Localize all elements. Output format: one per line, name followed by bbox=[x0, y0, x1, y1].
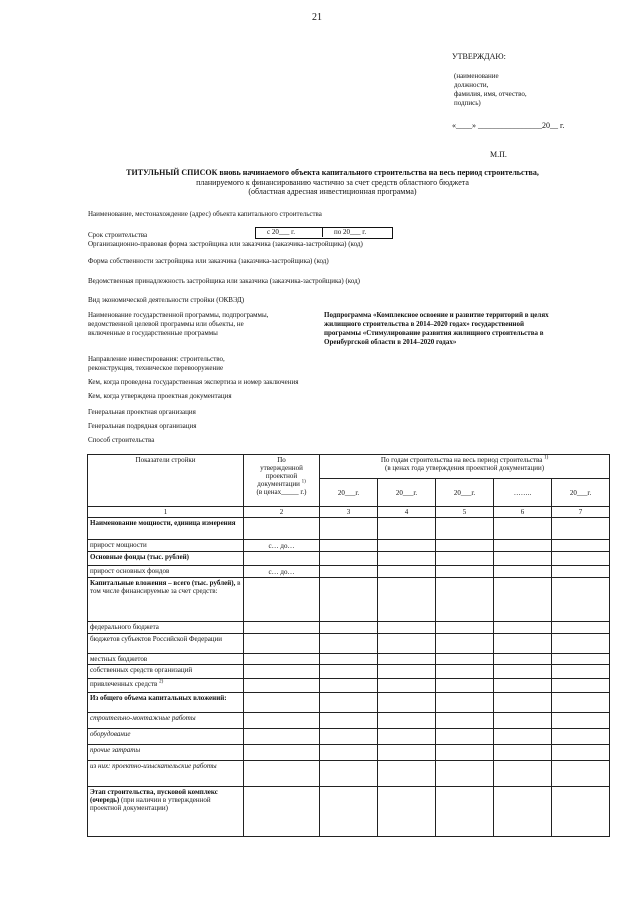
program-label-1: Наименование государственной программы, подпрограммы, bbox=[88, 311, 269, 319]
approved-value bbox=[244, 518, 320, 540]
program-value-2: жилищного строительства в 2014–2020 годах» государственной bbox=[324, 320, 524, 328]
approval-date: «____» ________________20__ г. bbox=[452, 121, 565, 130]
year-value bbox=[494, 634, 552, 654]
year-value bbox=[436, 679, 494, 693]
approved-value: с… до… bbox=[244, 540, 320, 552]
year-value bbox=[494, 679, 552, 693]
row-label: федерального бюджета bbox=[88, 622, 244, 634]
page-number: 21 bbox=[312, 12, 322, 23]
year-value bbox=[436, 729, 494, 745]
program-value-1: Подпрограмма «Комплексное освоение и развитие территорий в целях bbox=[324, 311, 549, 319]
heading-line-2: планируемого к финансированию частично за счет средств областного бюджета bbox=[196, 178, 469, 187]
period-to: по 20___ г. bbox=[334, 228, 367, 236]
row-label: местных бюджетов bbox=[88, 654, 244, 665]
row-label: Наименование мощности, единица измерения bbox=[88, 518, 244, 540]
approved-value bbox=[244, 679, 320, 693]
field-construction-period: Срок строительства bbox=[88, 231, 148, 239]
year-value bbox=[436, 787, 494, 837]
col-number: 2 bbox=[244, 507, 320, 518]
field-object-name: Наименование, местонахождение (адрес) объекта капитального строительства bbox=[88, 210, 322, 218]
year-value bbox=[436, 745, 494, 761]
table-body bbox=[88, 518, 610, 837]
approved-value bbox=[244, 622, 320, 634]
year-value bbox=[436, 578, 494, 622]
approved-value bbox=[244, 693, 320, 713]
year-value bbox=[378, 665, 436, 679]
period-from: с 20___ г. bbox=[267, 228, 295, 236]
year-value bbox=[552, 787, 610, 837]
year-value bbox=[494, 787, 552, 837]
year-value bbox=[320, 729, 378, 745]
header-indicators: Показатели стройки bbox=[88, 455, 244, 507]
table-row bbox=[88, 634, 610, 654]
table-row bbox=[88, 578, 610, 622]
program-value-3: программы «Стимулирование развития жилищного строительства в bbox=[324, 329, 544, 337]
field-approved-doc: Кем, когда утверждена проектная документация bbox=[88, 392, 232, 400]
row-label: Капитальные вложения – всего (тыс. рублей), в том числе финансируемые за счет средств: bbox=[88, 578, 244, 622]
field-general-design: Генеральная проектная организация bbox=[88, 408, 196, 416]
year-value bbox=[552, 578, 610, 622]
row-label: бюджетов субъектов Российской Федерации bbox=[88, 634, 244, 654]
year-value bbox=[320, 761, 378, 787]
year-value bbox=[320, 654, 378, 665]
year-value bbox=[552, 693, 610, 713]
year-value bbox=[320, 552, 378, 566]
year-value bbox=[320, 713, 378, 729]
year-value bbox=[436, 566, 494, 578]
table-row bbox=[88, 729, 610, 745]
stamp-mark: М.П. bbox=[490, 150, 507, 159]
year-value bbox=[436, 693, 494, 713]
approved-value: с… до… bbox=[244, 566, 320, 578]
approval-note-4: подпись) bbox=[454, 99, 481, 107]
header-years: По годам строительства на весь период строительства $^{1)}$ (в ценах года утверждения проектной документации) bbox=[320, 455, 610, 479]
year-value bbox=[320, 566, 378, 578]
year-value bbox=[436, 713, 494, 729]
year-value bbox=[436, 654, 494, 665]
table-row bbox=[88, 713, 610, 729]
field-general-contract: Генеральная подрядная организация bbox=[88, 422, 197, 430]
field-legal-form: Организационно-правовая форма застройщика или заказчика (заказчика-застройщика) (код) bbox=[88, 240, 363, 248]
year-value bbox=[378, 729, 436, 745]
year-value bbox=[320, 693, 378, 713]
approval-note-1: (наименование bbox=[454, 72, 499, 80]
row-label: Из общего объема капитальных вложений: bbox=[88, 693, 244, 713]
year-value bbox=[552, 745, 610, 761]
year-value bbox=[552, 622, 610, 634]
year-value bbox=[494, 540, 552, 552]
approved-value bbox=[244, 578, 320, 622]
year-value bbox=[320, 540, 378, 552]
year-value bbox=[378, 679, 436, 693]
period-divider bbox=[322, 227, 323, 237]
year-value bbox=[378, 566, 436, 578]
year-value bbox=[494, 566, 552, 578]
year-value bbox=[378, 578, 436, 622]
approved-value bbox=[244, 552, 320, 566]
table-row bbox=[88, 540, 610, 552]
year-value bbox=[436, 552, 494, 566]
program-label-3: включенные в государственные программы bbox=[88, 329, 218, 337]
row-label: прирост основных фондов bbox=[88, 566, 244, 578]
year-col-5: 20___г. bbox=[552, 479, 610, 507]
heading-line-1: ТИТУЛЬНЫЙ СПИСОК вновь начинаемого объекта капитального строительства на весь период строительства, bbox=[126, 168, 539, 177]
table-row bbox=[88, 518, 610, 540]
header-approved: По утвержденной проектной документации $^{1)}$ (в ценах_____ г.) bbox=[244, 455, 320, 507]
year-value bbox=[494, 761, 552, 787]
col-number: 7 bbox=[552, 507, 610, 518]
year-value bbox=[494, 518, 552, 540]
year-value bbox=[436, 540, 494, 552]
program-value-4: Оренбургской области в 2014–2020 годах» bbox=[324, 338, 457, 346]
year-value bbox=[436, 761, 494, 787]
col-number: 5 bbox=[436, 507, 494, 518]
col-number: 6 bbox=[494, 507, 552, 518]
row-label: Этап строительства, пусковой комплекс (очередь) (при наличии в утвержденной проектной документации) bbox=[88, 787, 244, 837]
table-row bbox=[88, 654, 610, 665]
year-value bbox=[552, 540, 610, 552]
row-label: оборудование bbox=[88, 729, 244, 745]
year-value bbox=[378, 552, 436, 566]
year-value bbox=[320, 787, 378, 837]
year-value bbox=[320, 745, 378, 761]
year-value bbox=[436, 622, 494, 634]
table-row bbox=[88, 552, 610, 566]
year-value bbox=[552, 654, 610, 665]
year-value bbox=[378, 713, 436, 729]
approved-value bbox=[244, 654, 320, 665]
field-departmental: Ведомственная принадлежность застройщика или заказчика (заказчика-застройщика) (код) bbox=[88, 277, 361, 285]
field-method: Способ строительства bbox=[88, 436, 155, 444]
year-value bbox=[552, 729, 610, 745]
row-label: прирост мощности bbox=[88, 540, 244, 552]
year-value bbox=[552, 634, 610, 654]
approved-value bbox=[244, 745, 320, 761]
year-col-4: …….. bbox=[494, 479, 552, 507]
year-value bbox=[320, 679, 378, 693]
year-value bbox=[494, 665, 552, 679]
year-value bbox=[552, 679, 610, 693]
year-value bbox=[378, 518, 436, 540]
approval-note-2: должности, bbox=[454, 81, 489, 89]
year-value bbox=[378, 622, 436, 634]
row-label: из них: проектно-изыскательские работы bbox=[88, 761, 244, 787]
row-label: Основные фонды (тыс. рублей) bbox=[88, 552, 244, 566]
table-row bbox=[88, 679, 610, 693]
table-row bbox=[88, 566, 610, 578]
row-label: привлеченных средств $^{2)}$ bbox=[88, 679, 244, 693]
col-number: 4 bbox=[378, 507, 436, 518]
approval-note-3: фамилия, имя, отчество, bbox=[454, 90, 527, 98]
year-value bbox=[320, 622, 378, 634]
col-number: 3 bbox=[320, 507, 378, 518]
approved-value bbox=[244, 634, 320, 654]
year-value bbox=[378, 634, 436, 654]
direction-1: Направление инвестирования: строительство, bbox=[88, 355, 225, 363]
year-value bbox=[494, 622, 552, 634]
row-label: прочие затраты bbox=[88, 745, 244, 761]
year-value bbox=[494, 693, 552, 713]
year-col-2: 20___г. bbox=[378, 479, 436, 507]
field-okved: Вид экономической деятельности стройки (ОКВЭД) bbox=[88, 296, 245, 304]
year-value bbox=[494, 654, 552, 665]
year-value bbox=[552, 518, 610, 540]
approved-value bbox=[244, 787, 320, 837]
year-value bbox=[494, 729, 552, 745]
year-value bbox=[378, 693, 436, 713]
year-value bbox=[436, 665, 494, 679]
approved-value bbox=[244, 713, 320, 729]
year-col-1: 20___г. bbox=[320, 479, 378, 507]
year-value bbox=[378, 654, 436, 665]
year-value bbox=[320, 665, 378, 679]
row-label: собственных средств организаций bbox=[88, 665, 244, 679]
year-value bbox=[320, 634, 378, 654]
year-value bbox=[378, 540, 436, 552]
table-row bbox=[88, 745, 610, 761]
year-value bbox=[320, 518, 378, 540]
year-value bbox=[494, 552, 552, 566]
table-row bbox=[88, 665, 610, 679]
year-value bbox=[436, 518, 494, 540]
year-value bbox=[552, 566, 610, 578]
year-col-3: 20___г. bbox=[436, 479, 494, 507]
year-value bbox=[436, 634, 494, 654]
table-row bbox=[88, 787, 610, 837]
col-number: 1 bbox=[88, 507, 244, 518]
row-label: строительно-монтажные работы bbox=[88, 713, 244, 729]
year-value bbox=[552, 713, 610, 729]
field-expertise: Кем, когда проведена государственная экспертиза и номер заключения bbox=[88, 378, 299, 386]
year-value bbox=[320, 578, 378, 622]
year-value bbox=[378, 787, 436, 837]
year-value bbox=[494, 578, 552, 622]
approval-title: УТВЕРЖДАЮ: bbox=[452, 52, 506, 61]
year-value bbox=[552, 761, 610, 787]
year-value bbox=[552, 552, 610, 566]
indicators-table bbox=[87, 454, 610, 837]
year-value bbox=[378, 761, 436, 787]
table-row bbox=[88, 693, 610, 713]
approved-value bbox=[244, 729, 320, 745]
year-value bbox=[494, 713, 552, 729]
year-value bbox=[378, 745, 436, 761]
direction-2: реконструкция, техническое перевооружение bbox=[88, 364, 224, 372]
year-value bbox=[494, 745, 552, 761]
program-label-2: ведомственной целевой программы или объекты, не bbox=[88, 320, 244, 328]
heading-line-3: (областная адресная инвестиционная программа) bbox=[248, 187, 417, 196]
field-ownership-form: Форма собственности застройщика или заказчика (заказчика-застройщика) (код) bbox=[88, 257, 329, 265]
approved-value bbox=[244, 665, 320, 679]
table-row bbox=[88, 761, 610, 787]
approved-value bbox=[244, 761, 320, 787]
table-row bbox=[88, 622, 610, 634]
year-value bbox=[552, 665, 610, 679]
